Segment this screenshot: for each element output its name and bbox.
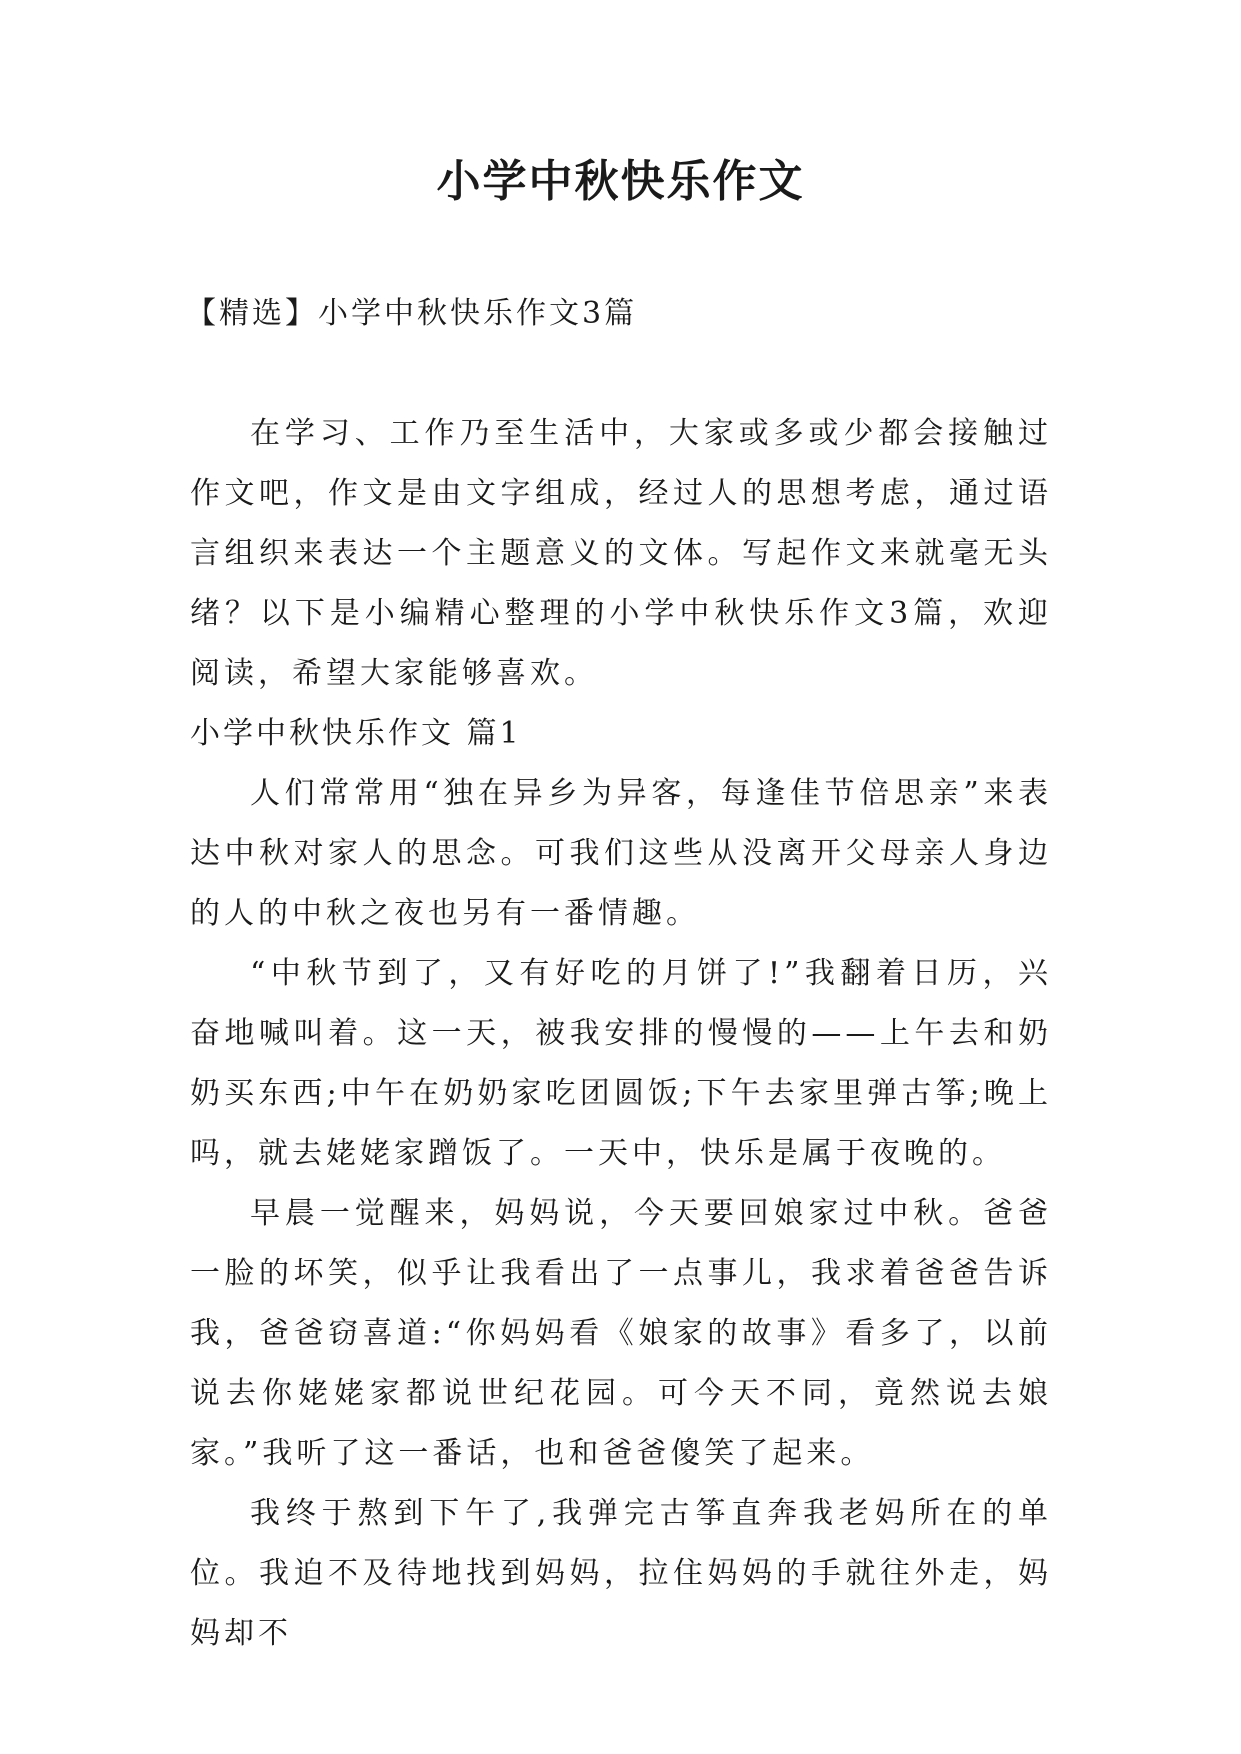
document-body [190,404,1052,1664]
document-title: 小学中秋快乐作文 [436,156,805,207]
body-paragraph: 早晨一觉醒来，妈妈说，今天要回娘家过中秋。爸爸一脸的坏笑，似乎让我看出了一点事儿，我求着爸爸告诉我，爸爸窃喜道:“你妈妈看《娘家的故事》看多了，以前说去你姥姥家都说世纪花园。可今天不同，竟然说去娘家。”我听了这一番话，也和爸爸傻笑了起来。 [190,1196,1052,1471]
intro-paragraph: 在学习、工作乃至生活中，大家或多或少都会接触过作文吧，作文是由文字组成，经过人的思想考虑，通过语言组织来表达一个主题意义的文体。写起作文来就毫无头绪？以下是小编精心整理的小学中秋快乐作文3篇，欢迎阅读，希望大家能够喜欢。 [190,416,1052,691]
section-heading: 小学中秋快乐作文 篇1 [190,716,522,751]
body-paragraph: 我终于熬到下午了,我弹完古筝直奔我老妈所在的单位。我迫不及待地找到妈妈，拉住妈妈的手就往外走，妈妈却不 [190,1496,1052,1651]
document-subtitle: 【精选】小学中秋快乐作文3篇 [186,296,638,331]
body-paragraph: 人们常常用“独在异乡为异客，每逢佳节倍思亲”来表达中秋对家人的思念。可我们这些从没离开父母亲人身边的人的中秋之夜也另有一番情趣。 [190,776,1052,931]
body-paragraph: “中秋节到了，又有好吃的月饼了!”我翻着日历，兴奋地喊叫着。这一天，被我安排的慢慢的——上午去和奶奶买东西;中午在奶奶家吃团圆饭;下午去家里弹古筝;晚上吗，就去姥姥家蹭饭了。一天中，快乐是属于夜晚的。 [190,956,1052,1171]
